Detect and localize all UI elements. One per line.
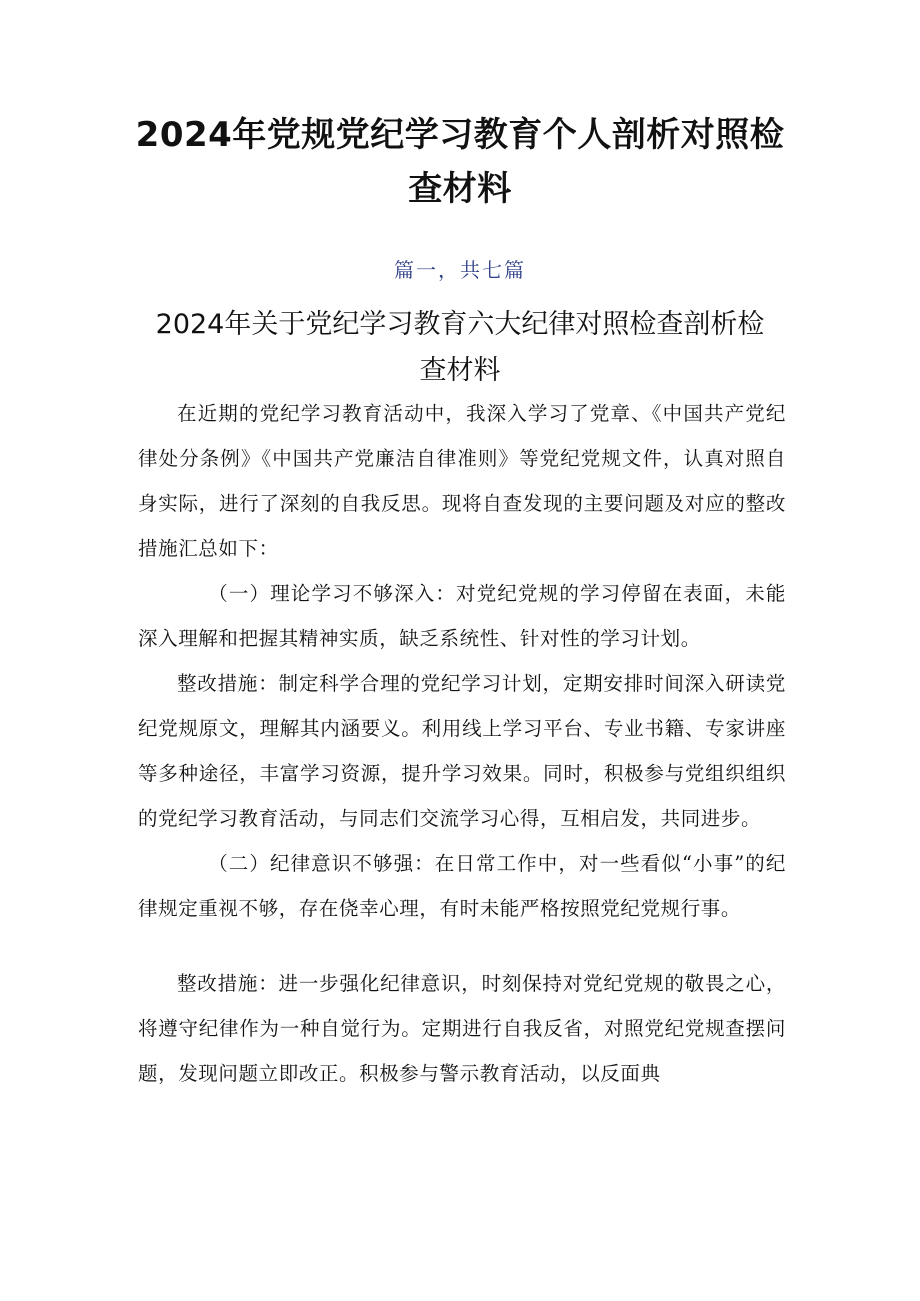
document-body — [138, 391, 786, 1096]
issue-paragraph-1: （一）理论学习不够深入：对党纪党规的学习停留在表面，未能深入理解和把握其精神实质，缺乏系统性、针对性的学习计划。 — [138, 582, 786, 650]
issue-paragraph-2: （二）纪律意识不够强：在日常工作中，对一些看似“小事”的纪律规定重视不够，存在侥幸心理，有时未能严格按照党纪党规行事。 — [138, 852, 786, 920]
measure-paragraph-2: 整改措施：进一步强化纪律意识，时刻保持对党纪党规的敬畏之心，将遵守纪律作为一种自觉行为。定期进行自我反省，对照党纪党规查摆问题，发现问题立即改正。积极参与警示教育活动，以反面典 — [138, 972, 786, 1085]
measure-paragraph-1: 整改措施：制定科学合理的党纪学习计划，定期安排时间深入研读党纪党规原文，理解其内涵要义。利用线上学习平台、专业书籍、专家讲座等多种途径，丰富学习资源，提升学习效果。同时，积极参与党组织组织的党纪学习教育活动，与同志们交流学习心得，互相启发，共同进步。 — [138, 672, 786, 830]
intro-paragraph: 在近期的党纪学习教育活动中，我深入学习了党章、《中国共产党纪律处分条例》《中国共产党廉洁自律准则》等党纪党规文件，认真对照自身实际，进行了深刻的自我反思。现将自查发现的主要问题及对应的整改措施汇总如下： — [138, 402, 786, 560]
section-label: 篇一，共七篇 — [394, 258, 526, 282]
document-title: 2024年党规党纪学习教育个人剖析对照检查材料 — [135, 115, 785, 209]
section-subtitle: 2024年关于党纪学习教育六大纪律对照检查剖析检查材料 — [155, 309, 765, 386]
